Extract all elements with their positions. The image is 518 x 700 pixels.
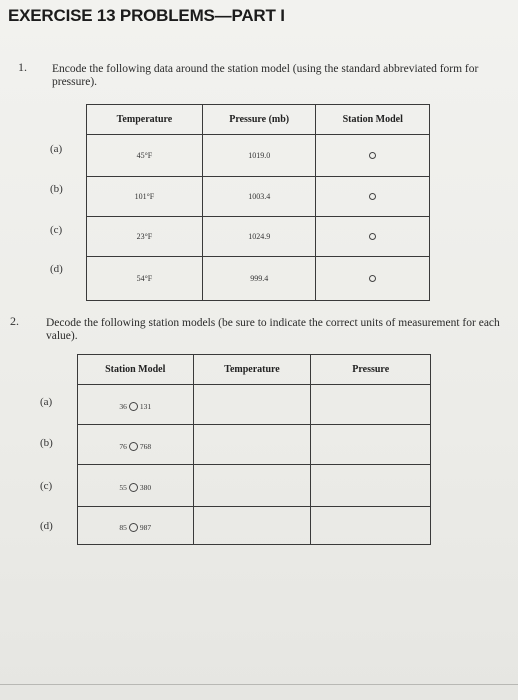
q1-text: Encode the following data around the station model (using the standard abbreviated form for pressure).: [52, 63, 479, 88]
station-circle-icon: [369, 193, 376, 200]
q1-a-temp: 45°F: [87, 135, 203, 177]
page-bottom-rule: [0, 684, 518, 685]
q1-d-pressure: 999.4: [202, 257, 316, 301]
q2-d-right-value: 987: [139, 522, 152, 532]
q1-table: [86, 104, 430, 301]
q1-header-pressure: Pressure (mb): [202, 105, 316, 135]
q2-table: [77, 354, 431, 545]
q2-c-temperature-cell[interactable]: [193, 465, 311, 507]
q2-header-station-model: Station Model: [78, 355, 194, 385]
q2-b-temperature-cell[interactable]: [193, 425, 311, 465]
q1-a-pressure: 1019.0: [202, 135, 316, 177]
q2-a-left-value: 36: [119, 401, 127, 411]
q2-c-station-model: [78, 465, 194, 507]
q2-c-right-value: 380: [139, 482, 152, 492]
q1-row-label-b: (b): [50, 183, 63, 195]
q1-row-label-c: (c): [50, 224, 63, 236]
q1-d-station-model-cell[interactable]: [316, 257, 430, 301]
station-circle-icon: [129, 483, 138, 492]
q2-c-pressure-cell[interactable]: [311, 465, 431, 507]
station-circle-icon: [129, 402, 138, 411]
q2-row-label-b: (b): [40, 437, 53, 449]
station-circle-icon: [369, 233, 376, 240]
q2-a-temperature-cell[interactable]: [193, 385, 311, 425]
q1-c-pressure: 1024.9: [202, 217, 316, 257]
q2-header-pressure: Pressure: [311, 355, 431, 385]
station-circle-icon: [369, 275, 376, 282]
q2-number: 2.: [10, 314, 19, 328]
q2-b-station-model: [78, 425, 194, 465]
q1-header-temperature: Temperature: [87, 105, 203, 135]
q2-d-temperature-cell[interactable]: [193, 507, 311, 545]
q1-c-station-model-cell[interactable]: [316, 217, 430, 257]
q2-b-pressure-cell[interactable]: [311, 425, 431, 465]
q2-row-label-a: (a): [40, 396, 53, 408]
q2-d-pressure-cell[interactable]: [311, 507, 431, 545]
q2-row-label-d: (d): [40, 520, 53, 532]
q2-d-left-value: 85: [119, 522, 127, 532]
q1-number: 1.: [18, 60, 27, 74]
q2-row-label-c: (c): [40, 480, 53, 492]
q1-row-label-a: (a): [50, 143, 63, 155]
q1-d-temp: 54°F: [87, 257, 203, 301]
q2-header-temperature: Temperature: [193, 355, 311, 385]
q2-b-right-value: 768: [139, 441, 152, 451]
q2-a-station-model: [78, 385, 194, 425]
q1-b-station-model-cell[interactable]: [316, 177, 430, 217]
q2-c-left-value: 55: [119, 482, 127, 492]
q1-c-temp: 23°F: [87, 217, 203, 257]
q1-b-pressure: 1003.4: [202, 177, 316, 217]
q1-a-station-model-cell[interactable]: [316, 135, 430, 177]
station-circle-icon: [129, 442, 138, 451]
station-circle-icon: [369, 152, 376, 159]
q2-a-right-value: 131: [139, 401, 152, 411]
q2-text: Decode the following station models (be sure to indicate the correct units of measurement for each value).: [46, 317, 500, 342]
q1-row-label-d: (d): [50, 263, 63, 275]
page-title: EXERCISE 13 PROBLEMS—PART I: [8, 6, 285, 25]
q2-a-pressure-cell[interactable]: [311, 385, 431, 425]
q1-b-temp: 101°F: [87, 177, 203, 217]
q2-d-station-model: [78, 507, 194, 545]
station-circle-icon: [129, 523, 138, 532]
q2-b-left-value: 76: [119, 441, 127, 451]
q1-header-station-model: Station Model: [316, 105, 430, 135]
